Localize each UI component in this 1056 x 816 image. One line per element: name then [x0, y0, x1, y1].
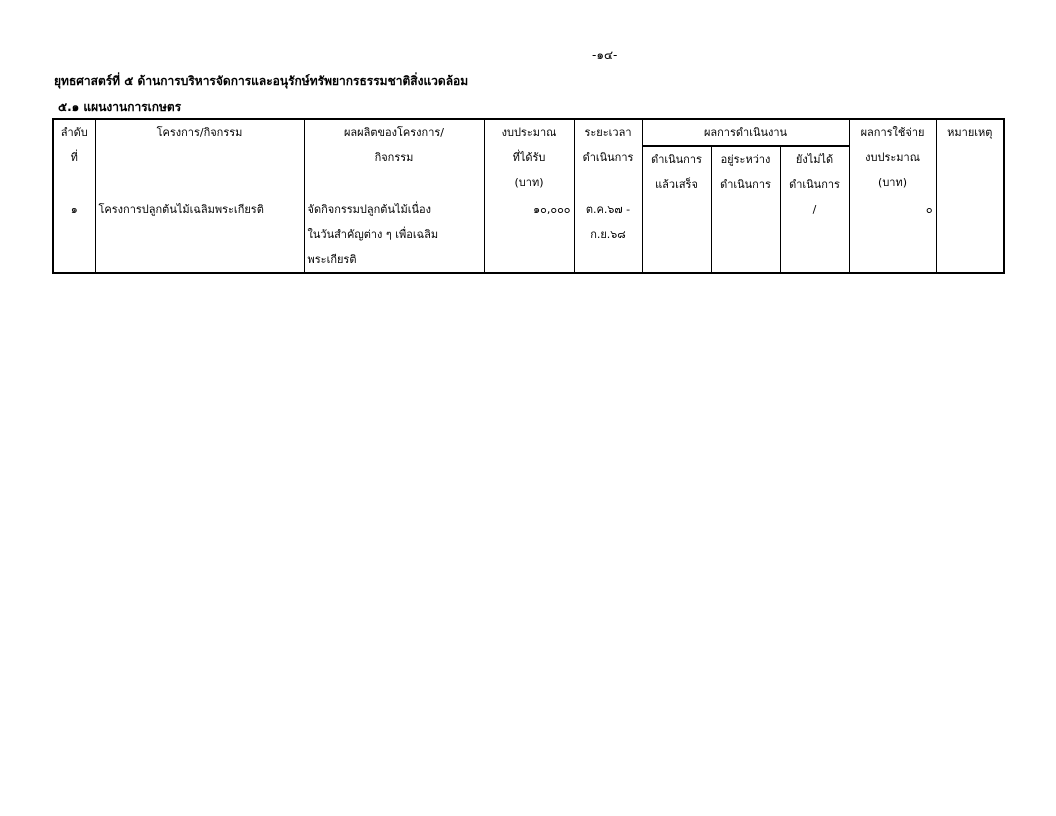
header-project: โครงการ/กิจกรรม: [95, 119, 304, 197]
cell-no: ๑: [53, 197, 95, 273]
cell-spending: ๐: [849, 197, 936, 273]
table-row: [53, 197, 1004, 273]
plan-table: [52, 118, 1005, 274]
header-result-ongoing: อยู่ระหว่าง ดำเนินการ: [711, 146, 780, 197]
page-number: -๑๔-: [592, 48, 618, 62]
header-result-done: ดำเนินการ แล้วเสร็จ: [642, 146, 711, 197]
cell-remark: [936, 197, 1004, 273]
header-result-not-started: ยังไม่ได้ ดำเนินการ: [780, 146, 849, 197]
header-row-1: [53, 119, 1004, 146]
cell-result-ongoing: [711, 197, 780, 273]
cell-output: จัดกิจกรรมปลูกต้นไม้เนื่อง ในวันสำคัญต่าง ๆ เพื่อเฉลิม พระเกียรติ: [304, 197, 484, 273]
strategy-heading: ยุทธศาสตร์ที่ ๕ ด้านการบริหารจัดการและอนุรักษ์ทรัพยากรธรรมชาติสิ่งแวดล้อม: [54, 74, 469, 88]
header-output: ผลผลิตของโครงการ/ กิจกรรม: [304, 119, 484, 197]
cell-result-not-started: /: [780, 197, 849, 273]
cell-period: ต.ค.๖๗ - ก.ย.๖๘: [574, 197, 642, 273]
header-no: ลำดับ ที่: [53, 119, 95, 197]
header-period: ระยะเวลา ดำเนินการ: [574, 119, 642, 197]
header-budget: งบประมาณ ที่ได้รับ (บาท): [484, 119, 574, 197]
cell-result-done: [642, 197, 711, 273]
header-spending: ผลการใช้จ่าย งบประมาณ (บาท): [849, 119, 936, 197]
header-remark: หมายเหตุ: [936, 119, 1004, 197]
header-result-group: ผลการดำเนินงาน: [642, 119, 849, 146]
cell-budget: ๑๐,๐๐๐: [484, 197, 574, 273]
cell-project: โครงการปลูกต้นไม้เฉลิมพระเกียรติ: [95, 197, 304, 273]
plan-heading: ๕.๑ แผนงานการเกษตร: [58, 100, 182, 114]
